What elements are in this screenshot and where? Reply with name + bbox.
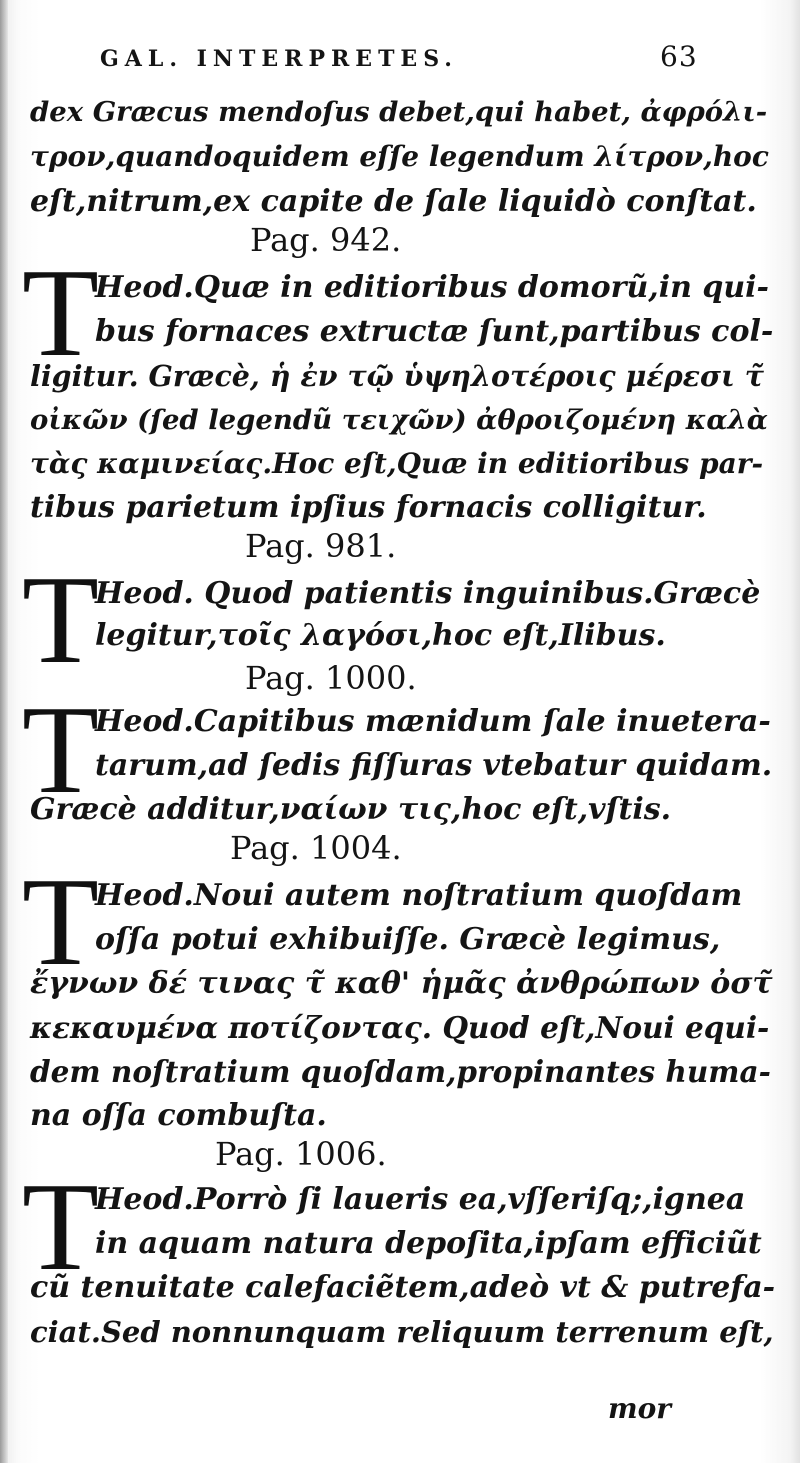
page-reference-heading: Pag. 1000. bbox=[245, 659, 417, 697]
text-line: oſſa potui exhibuiſſe. Græcè legimus, bbox=[95, 922, 721, 957]
text-line: οἰκῶν (ſed legendũ τειχῶν) ἀθροιζομένη καλὰ bbox=[30, 404, 768, 436]
text-line: tibus parietum ipſius fornacis colligitur. bbox=[30, 490, 707, 525]
text-line: ligitur. Græcè, ἡ ἐν τῷ ὑψηλοτέροις μέρεσι τ̃ bbox=[30, 359, 764, 393]
drop-cap: T bbox=[22, 244, 99, 383]
running-header bbox=[100, 40, 700, 80]
drop-cap: T bbox=[22, 853, 99, 992]
text-line: τρον,quandoquidem eſſe legendum λίτρον,hoc bbox=[30, 140, 769, 173]
page-reference-heading: Pag. 942. bbox=[250, 221, 402, 259]
text-line: Heod.Noui autem noſtratium quoſdam bbox=[95, 878, 743, 913]
page-number: 63 bbox=[660, 40, 698, 73]
text-line: legitur,τοῖς λαγόσι,hoc eſt,Ilibus. bbox=[95, 618, 666, 653]
page-reference-heading: Pag. 1004. bbox=[230, 829, 402, 867]
gutter-shadow bbox=[0, 0, 8, 1463]
text-line: tarum,ad ſedis fiſſuras vtebatur quidam. bbox=[95, 748, 773, 783]
text-line: Heod.Capitibus mænidum ſale inuetera- bbox=[95, 704, 771, 739]
text-line: Heod.Quæ in editioribus domorũ,in qui- bbox=[95, 270, 769, 305]
text-line: κεκαυμένα ποτίζοντας. Quod eſt,Noui equi- bbox=[30, 1010, 770, 1045]
catchword: mor bbox=[608, 1392, 672, 1425]
page-reference-heading: Pag. 981. bbox=[245, 527, 397, 565]
text-line: bus fornaces extructæ ſunt,partibus col- bbox=[95, 314, 774, 349]
text-line: eſt,nitrum,ex capite de ſale liquidò conſtat. bbox=[30, 184, 757, 219]
drop-cap: T bbox=[22, 681, 99, 820]
page-reference-heading: Pag. 1006. bbox=[215, 1135, 387, 1173]
running-title: GAL. INTERPRETES. bbox=[100, 46, 458, 72]
text-line: ciat.Sed nonnunquam reliquum terrenum eſt, bbox=[30, 1315, 774, 1349]
text-line: Heod. Quod patientis inguinibus.Græcè bbox=[95, 576, 761, 611]
text-line: dex Græcus mendoſus debet,qui habet, ἀφρόλι- bbox=[30, 96, 768, 128]
text-line: Græcè additur,ναίων τις,hoc eſt,vſtis. bbox=[30, 792, 672, 827]
text-line: cũ tenuitate calefaciẽtem,adeò vt & putrefa- bbox=[30, 1270, 776, 1305]
drop-cap: T bbox=[22, 1158, 99, 1297]
drop-cap: T bbox=[22, 551, 99, 690]
text-line: ἔγνων δέ τινας τ̃ καθ' ἡμᾶς ἀνθρώπων ὀστ̃ bbox=[30, 966, 773, 1001]
text-line: dem noſtratium quoſdam,propinantes huma- bbox=[30, 1054, 771, 1089]
text-line: na oſſa combuſta. bbox=[30, 1098, 327, 1133]
text-line: τὰς καμινείας.Hoc eſt,Quæ in editioribus par- bbox=[30, 447, 764, 480]
text-line: in aquam natura depoſita,ipſam efficiũt bbox=[95, 1226, 762, 1261]
text-line: Heod.Porrò ſi laueris ea,vſſeriſq;,ignea bbox=[95, 1182, 746, 1217]
